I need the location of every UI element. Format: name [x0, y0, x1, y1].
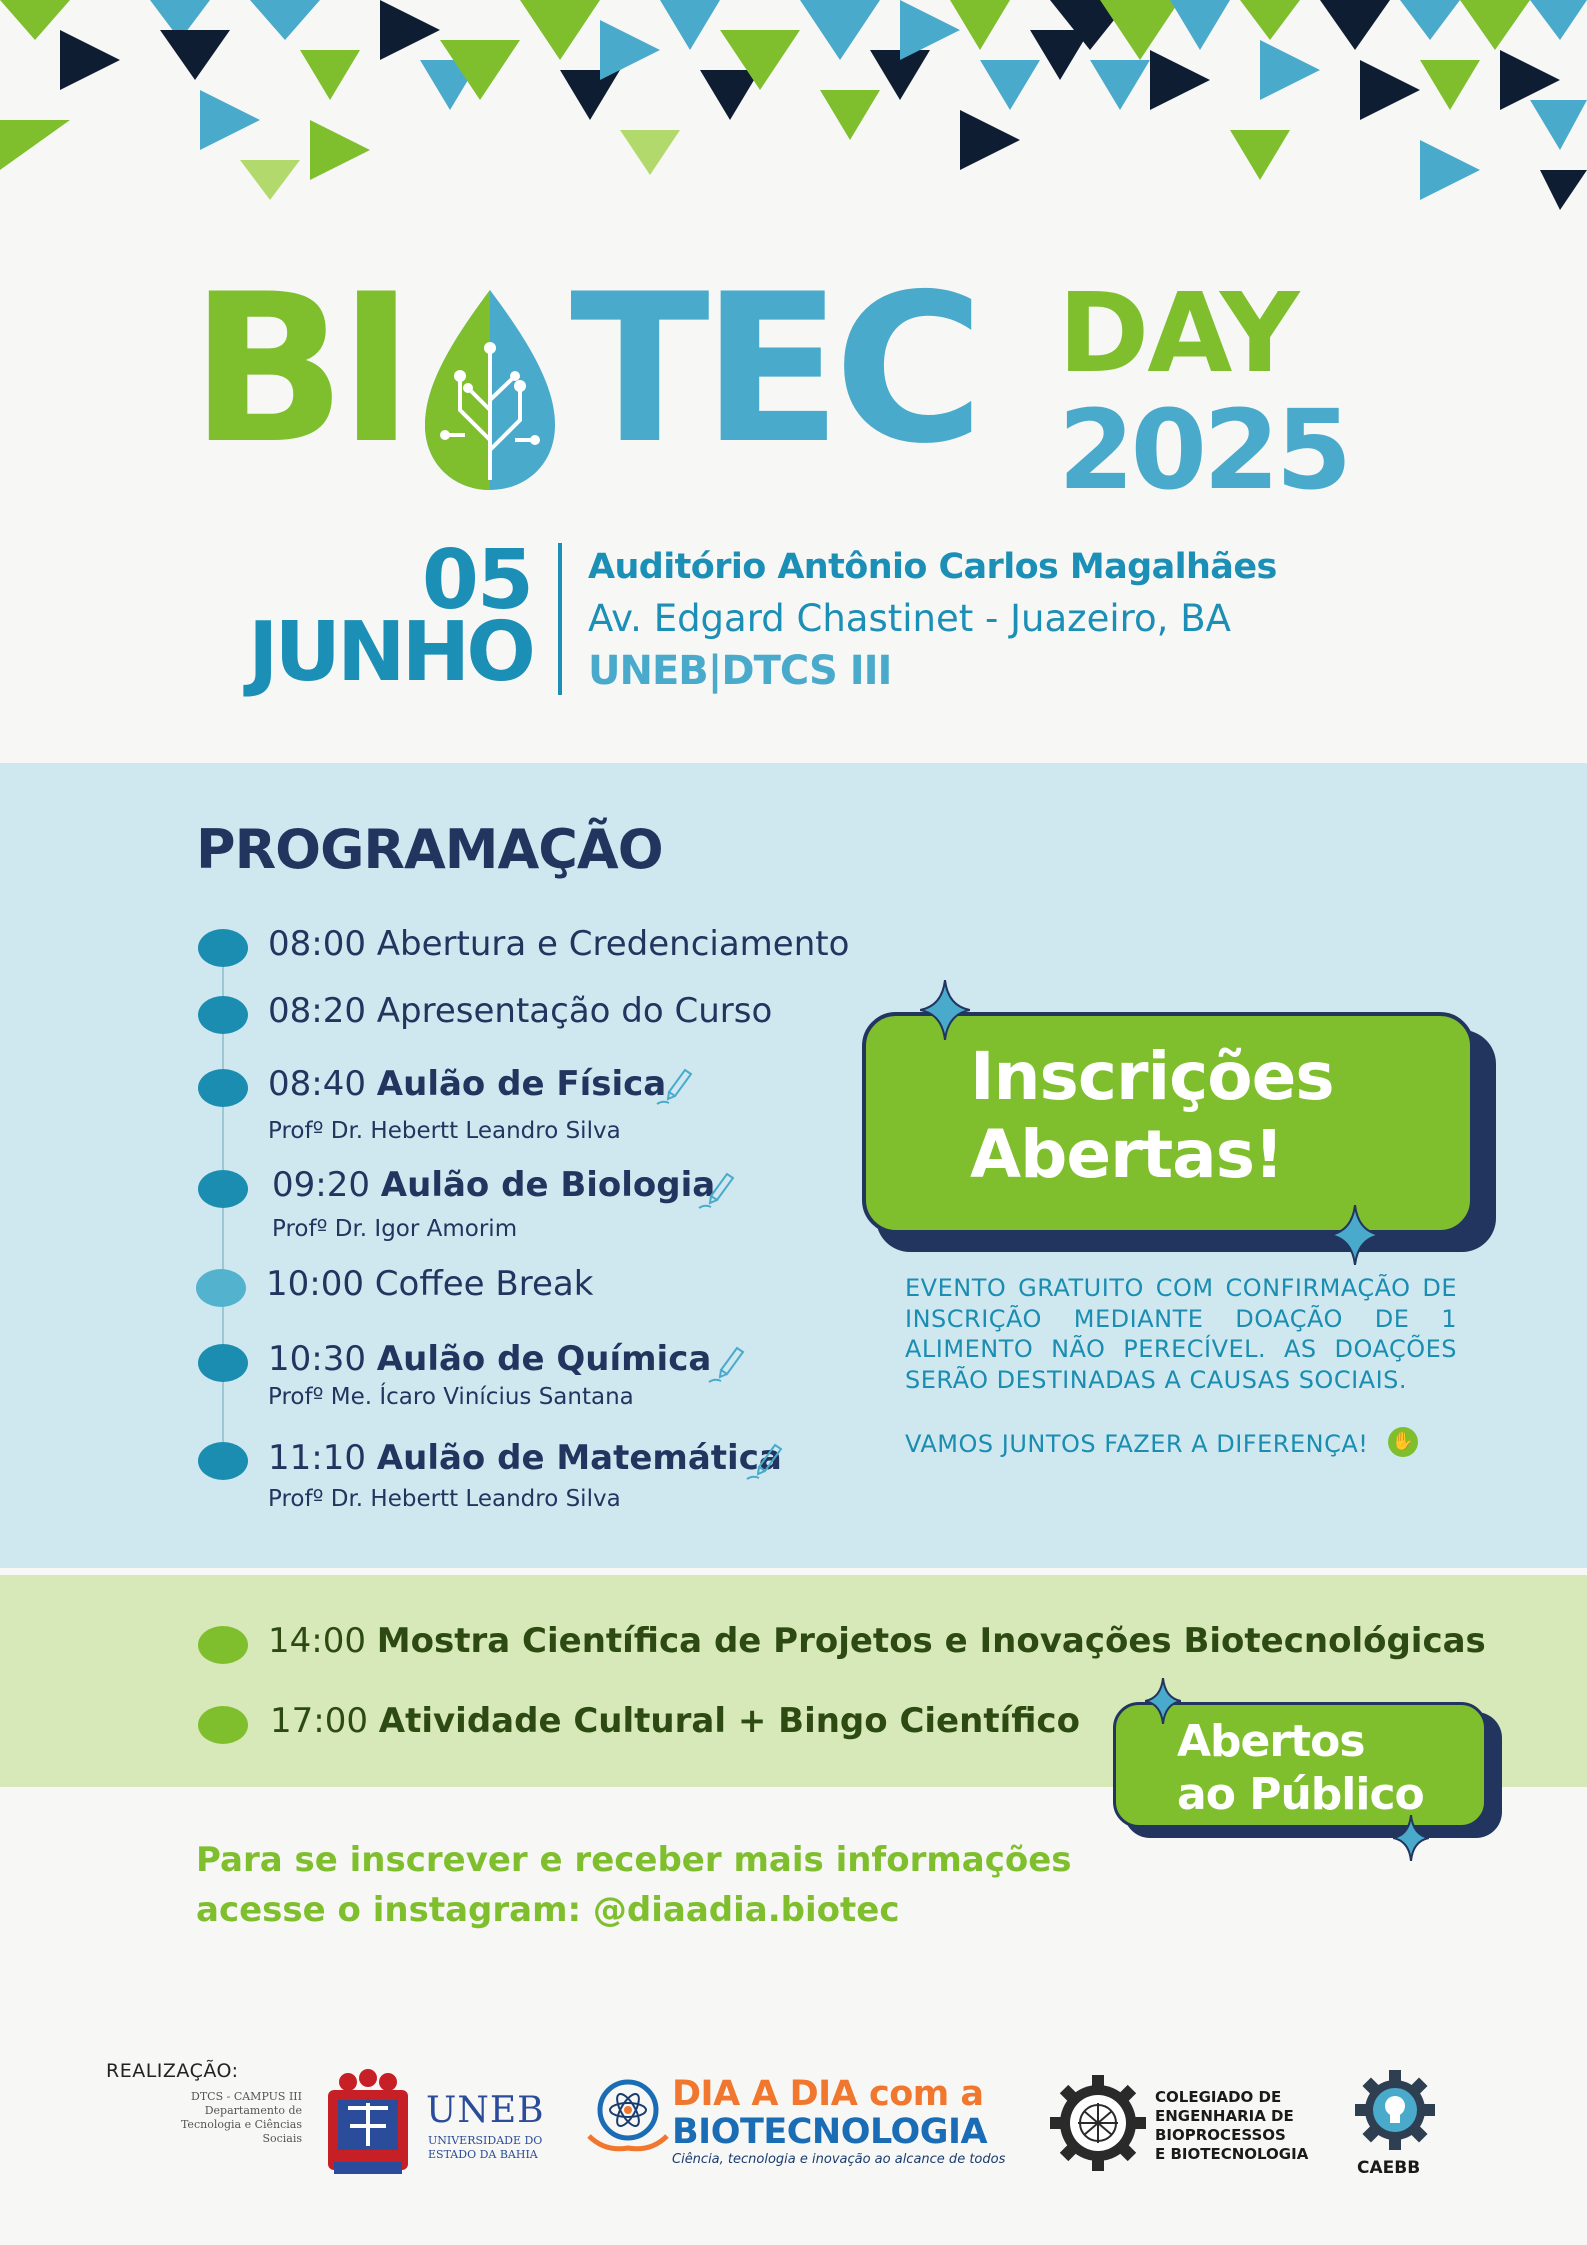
dia-a-dia-line1: DIA A DIA com a [672, 2074, 984, 2114]
program-item [268, 1064, 666, 1104]
instagram-line1: Para se inscrever e receber mais informações [196, 1840, 1072, 1880]
timeline-dot [198, 1344, 248, 1382]
caebb-text: CAEBB [1357, 2158, 1421, 2178]
title-tec: TEC [570, 251, 977, 489]
sparkle-icon [920, 980, 970, 1040]
title-bi: BI [190, 251, 407, 489]
registration-line1: Inscrições [970, 1038, 1334, 1115]
dtcs-logo-text: DTCS - CAMPUS III Departamento de Tecnologia e Ciências Sociais [180, 2090, 302, 2145]
public-line1: Abertos [1177, 1716, 1365, 1767]
program-title: Abertura e Credenciamento [376, 924, 850, 964]
event-venue: Auditório Antônio Carlos Magalhães [588, 547, 1277, 587]
timeline-dot [198, 996, 248, 1034]
registration-heading [970, 1038, 1334, 1194]
afternoon-title: Atividade Cultural + Bingo Científico [378, 1701, 1080, 1741]
pencil-icon [655, 1062, 695, 1106]
title-day: DAY [1058, 269, 1298, 397]
colegiado-line: BIOPROCESSOS [1155, 2126, 1286, 2144]
afternoon-title: Mostra Científica de Projetos e Inovações Biotecnológicas [376, 1621, 1486, 1661]
gear-dna-icon [1050, 2075, 1146, 2171]
event-institution: UNEB|DTCS III [588, 648, 892, 694]
dia-a-dia-line2: BIOTECNOLOGIA [672, 2112, 988, 2152]
program-title: Coffee Break [374, 1264, 594, 1304]
program-title: Aulão de Física [376, 1064, 667, 1104]
event-month: JUNHO [247, 605, 532, 700]
timeline-dot [198, 929, 248, 967]
afternoon-item [268, 1621, 1486, 1661]
triangle-pattern-banner [0, 0, 1587, 240]
registration-cta: VAMOS JUNTOS FAZER A DIFERENÇA! [905, 1430, 1369, 1458]
program-title: Aulão de Química [376, 1339, 712, 1379]
timeline-dot [196, 1269, 246, 1307]
uneb-logo-text: UNEB [426, 2090, 545, 2131]
leaf-circuit-icon [425, 290, 555, 490]
program-item [268, 924, 849, 964]
event-address: Av. Edgard Chastinet - Juazeiro, BA [588, 597, 1231, 640]
footer-label: REALIZAÇÃO: [106, 2060, 239, 2082]
program-time: 10:00 [266, 1264, 364, 1304]
uneb-crest-icon [320, 2068, 416, 2178]
pencil-icon [707, 1340, 747, 1384]
date-divider [558, 543, 562, 695]
program-item [268, 1438, 782, 1478]
program-time: 11:10 [268, 1438, 366, 1478]
public-line2: ao Público [1177, 1769, 1424, 1820]
program-speaker: Profº Dr. Hebertt Leandro Silva [268, 1486, 621, 1512]
program-item [268, 991, 772, 1031]
sparkle-icon [1145, 1678, 1181, 1724]
caebb-gear-bulb-icon [1355, 2070, 1435, 2150]
afternoon-item [270, 1701, 1080, 1741]
timeline-dot [198, 1626, 248, 1664]
instagram-line2: acesse o instagram: @diaadia.biotec [196, 1890, 900, 1930]
public-heading [1177, 1715, 1424, 1821]
program-time: 08:40 [268, 1064, 366, 1104]
afternoon-time: 14:00 [268, 1621, 366, 1661]
event-day: 05 [421, 533, 532, 628]
program-item [266, 1264, 593, 1304]
uneb-sub1: UNIVERSIDADE DO [428, 2134, 543, 2147]
program-title: Apresentação do Curso [376, 991, 773, 1031]
program-time: 08:00 [268, 924, 366, 964]
program-title: Aulão de Matemática [376, 1438, 782, 1478]
sparkle-icon [1330, 1205, 1380, 1265]
program-time: 10:30 [268, 1339, 366, 1379]
program-speaker: Profº Dr. Hebertt Leandro Silva [268, 1118, 621, 1144]
colegiado-line: E BIOTECNOLOGIA [1155, 2145, 1309, 2163]
program-heading: PROGRAMAÇÃO [196, 818, 663, 881]
program-item [272, 1165, 715, 1205]
timeline-dot [198, 1069, 248, 1107]
program-speaker: Profº Dr. Igor Amorim [272, 1216, 518, 1242]
uneb-subtitle [428, 2134, 542, 2162]
program-speaker: Profº Me. Ícaro Vinícius Santana [268, 1384, 634, 1410]
afternoon-time: 17:00 [270, 1701, 368, 1741]
pencil-icon [697, 1166, 737, 1210]
atom-hand-icon [585, 2078, 671, 2158]
uneb-sub2: ESTADO DA BAHIA [428, 2148, 538, 2161]
colegiado-text [1155, 2088, 1308, 2164]
timeline-dot [198, 1170, 248, 1208]
program-title: Aulão de Biologia [380, 1165, 716, 1205]
instagram-info [196, 1835, 1072, 1935]
timeline-dot [198, 1706, 248, 1744]
pencil-icon [745, 1437, 785, 1481]
title-year: 2025 [1058, 386, 1349, 514]
dia-a-dia-tagline: Ciência, tecnologia e inovação ao alcance de todos [672, 2152, 1006, 2167]
colegiado-line: ENGENHARIA DE [1155, 2107, 1294, 2125]
colegiado-line: COLEGIADO DE [1155, 2088, 1282, 2106]
program-item [268, 1339, 711, 1379]
program-time: 09:20 [272, 1165, 370, 1205]
registration-line2: Abertas! [970, 1116, 1284, 1193]
program-time: 08:20 [268, 991, 366, 1031]
registration-info: EVENTO GRATUITO COM CONFIRMAÇÃO DE INSCRIÇÃO MEDIANTE DOAÇÃO DE 1 ALIMENTO NÃO PERECÍVEL. AS DOAÇÕES SERÃO DESTINADAS A CAUSAS SOCIAIS. [905, 1274, 1457, 1394]
helping-hand-icon: ✋ [1388, 1427, 1418, 1457]
sparkle-icon [1393, 1815, 1429, 1861]
timeline-dot [198, 1442, 248, 1480]
